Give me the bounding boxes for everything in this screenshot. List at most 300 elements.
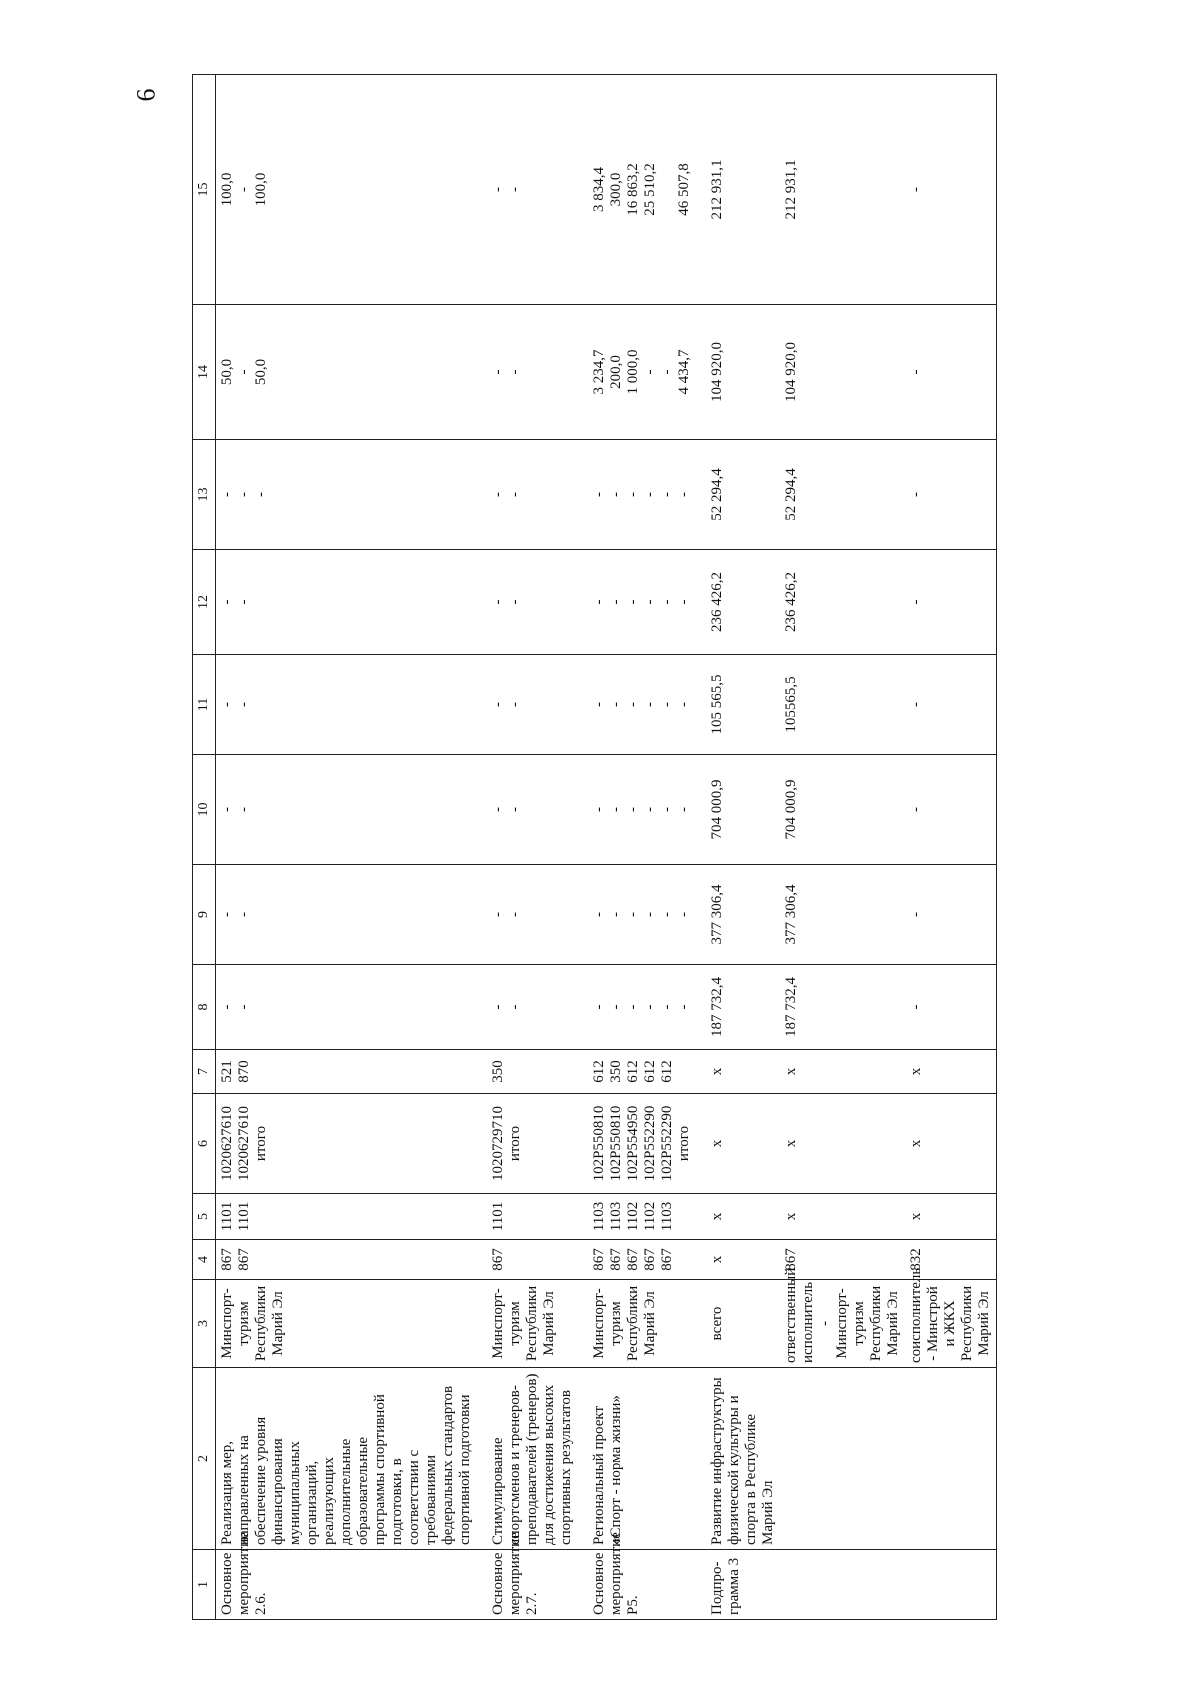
cell-col-14 bbox=[216, 305, 478, 440]
cell-col-3 bbox=[905, 1267, 997, 1368]
spacer-cell bbox=[696, 550, 706, 655]
cell-text: х bbox=[709, 1139, 725, 1148]
cell-col-15 bbox=[780, 75, 905, 305]
spacer-cell bbox=[578, 550, 588, 655]
spacer-cell bbox=[696, 1368, 706, 1550]
cell-col-4 bbox=[487, 1240, 578, 1280]
cell-text: - bbox=[908, 369, 924, 375]
cell-text: Минспорт-туризм Республики Марий Эл bbox=[591, 1285, 658, 1362]
cell-col-7 bbox=[780, 1050, 905, 1094]
cell-col-11 bbox=[487, 655, 578, 755]
cell-col-6 bbox=[588, 1094, 696, 1194]
spacer-cell bbox=[696, 1280, 706, 1368]
cell-text: 187 732,4 bbox=[783, 977, 799, 1037]
col-header-7: 7 bbox=[193, 1050, 216, 1094]
cell-col-8 bbox=[487, 965, 578, 1050]
cell-col-13 bbox=[588, 440, 696, 550]
cell-text: - bbox=[908, 1004, 924, 1010]
cell-col-7 bbox=[487, 1050, 578, 1094]
spacer-cell bbox=[477, 1368, 487, 1550]
spacer-cell bbox=[477, 655, 487, 755]
row-spacer bbox=[696, 75, 706, 1620]
cell-line: - bbox=[608, 912, 624, 917]
cell-line: 1020627610 bbox=[219, 1106, 235, 1181]
spacer-cell bbox=[578, 1094, 588, 1194]
col-header-5: 5 bbox=[193, 1194, 216, 1240]
col-header-1: 1 bbox=[193, 1550, 216, 1620]
cell-col-6 bbox=[780, 1094, 905, 1194]
cell-col-12 bbox=[706, 550, 780, 655]
cell-line: - bbox=[591, 702, 607, 707]
cell-line: - bbox=[625, 912, 641, 917]
cell-col-9 bbox=[216, 865, 478, 965]
page-number: 6 bbox=[131, 88, 161, 102]
cell-col-1 bbox=[706, 1550, 780, 1620]
col-header-2: 2 bbox=[193, 1368, 216, 1550]
col-header-9: 9 bbox=[193, 865, 216, 965]
cell-line: - bbox=[625, 1004, 641, 1010]
col-header-10: 10 bbox=[193, 755, 216, 865]
spacer-cell bbox=[578, 1280, 588, 1368]
cell-col-10 bbox=[216, 755, 478, 865]
cell-line: - bbox=[659, 702, 675, 707]
cell-line: - bbox=[219, 912, 235, 917]
spacer-cell bbox=[696, 305, 706, 440]
cell-text: х bbox=[783, 1067, 799, 1076]
cell-col-5 bbox=[905, 1194, 997, 1240]
cell-col-2 bbox=[216, 1368, 478, 1550]
cell-line: - bbox=[236, 187, 252, 192]
spacer-cell bbox=[477, 305, 487, 440]
cell-line: - bbox=[659, 912, 675, 917]
cell-line: - bbox=[625, 492, 641, 497]
cell-col-11 bbox=[216, 655, 478, 755]
cell-line: - bbox=[625, 702, 641, 707]
cell-col-1 bbox=[487, 1532, 578, 1620]
cell-col-8 bbox=[905, 965, 997, 1050]
cell-line: - bbox=[659, 492, 675, 497]
cell-col-14 bbox=[905, 305, 997, 440]
cell-line: - bbox=[490, 599, 506, 605]
cell-line: 521 bbox=[219, 1060, 235, 1083]
cell-line: - bbox=[591, 599, 607, 605]
cell-col-9 bbox=[780, 865, 905, 965]
cell-line: - bbox=[236, 369, 252, 375]
budget-table bbox=[192, 74, 997, 1620]
cell-text: 704 000,9 bbox=[783, 779, 799, 840]
cell-line: 102P550810 bbox=[591, 1105, 607, 1182]
cell-text: Основное мероприятие 2.6. bbox=[219, 1532, 269, 1615]
cell-line: 1102 bbox=[625, 1201, 641, 1232]
cell-col-10 bbox=[780, 755, 905, 865]
spacer-cell bbox=[696, 1550, 706, 1620]
spacer-cell bbox=[578, 1550, 588, 1620]
spacer-cell bbox=[578, 655, 588, 755]
cell-col-3 bbox=[216, 1280, 478, 1368]
cell-col-3 bbox=[487, 1280, 578, 1368]
cell-line: 46 507,8 bbox=[676, 163, 692, 216]
cell-line: - bbox=[676, 807, 692, 812]
cell-line: - bbox=[507, 599, 523, 605]
cell-line: - bbox=[642, 599, 658, 605]
cell-line: - bbox=[219, 702, 235, 707]
cell-line: 350 bbox=[490, 1060, 506, 1083]
cell-col-14 bbox=[706, 305, 780, 440]
cell-text: х bbox=[908, 1212, 924, 1221]
cell-text: 832 bbox=[908, 1248, 924, 1271]
cell-col-13 bbox=[487, 440, 578, 550]
cell-col-4 bbox=[706, 1240, 780, 1280]
cell-text: 212 931,1 bbox=[783, 159, 799, 220]
cell-line: - bbox=[642, 369, 658, 375]
cell-line: - bbox=[219, 1004, 235, 1010]
cell-text: Основное мероприятие Р5. bbox=[591, 1532, 641, 1615]
spacer-cell bbox=[477, 440, 487, 550]
cell-col-8 bbox=[706, 965, 780, 1050]
cell-col-2 bbox=[706, 1368, 780, 1550]
cell-line: - bbox=[490, 187, 506, 192]
cell-line: 867 bbox=[236, 1248, 252, 1271]
cell-line: 50,0 bbox=[253, 358, 269, 386]
cell-line: 100,0 bbox=[253, 172, 269, 207]
cell-col-2 bbox=[780, 1368, 905, 1550]
spacer-cell bbox=[477, 865, 487, 965]
cell-col-2 bbox=[487, 1368, 578, 1550]
cell-line: 50,0 bbox=[219, 358, 235, 386]
cell-line: 1101 bbox=[236, 1201, 252, 1232]
cell-col-10 bbox=[588, 755, 696, 865]
cell-line: - bbox=[642, 912, 658, 917]
cell-col-13 bbox=[780, 440, 905, 550]
cell-line: итого bbox=[507, 1125, 523, 1162]
cell-col-2 bbox=[588, 1368, 696, 1550]
cell-col-5 bbox=[487, 1194, 578, 1240]
cell-line: - bbox=[676, 492, 692, 497]
col-header-11: 11 bbox=[193, 655, 216, 755]
cell-line: - bbox=[253, 492, 269, 497]
cell-text: Минспорт-туризм Республики Марий Эл bbox=[490, 1285, 557, 1362]
cell-text: 105565,5 bbox=[783, 676, 799, 733]
cell-line: 350 bbox=[608, 1060, 624, 1083]
cell-line: - bbox=[507, 1004, 523, 1010]
cell-text: 377 306,4 bbox=[783, 884, 799, 945]
cell-line: 102P552290 bbox=[642, 1105, 658, 1182]
cell-line: 1103 bbox=[659, 1201, 675, 1232]
spacer-cell bbox=[696, 1094, 706, 1194]
cell-col-12 bbox=[905, 550, 997, 655]
cell-col-10 bbox=[905, 755, 997, 865]
cell-text: х bbox=[709, 1212, 725, 1221]
cell-line: - bbox=[642, 1004, 658, 1010]
cell-line: 1 000,0 bbox=[625, 349, 641, 395]
spacer-cell bbox=[696, 440, 706, 550]
cell-line: - bbox=[608, 492, 624, 497]
spacer-cell bbox=[477, 1094, 487, 1194]
cell-text: Стимулирование спортсменов и тренеров-преподавателей (тренеров) для достижения высоких спортивных результатов bbox=[490, 1373, 574, 1545]
cell-col-7 bbox=[905, 1050, 997, 1094]
spacer-cell bbox=[696, 655, 706, 755]
cell-line: - bbox=[490, 807, 506, 812]
spacer-cell bbox=[578, 305, 588, 440]
spacer-cell bbox=[696, 865, 706, 965]
cell-line: - bbox=[642, 807, 658, 812]
spacer-cell bbox=[578, 440, 588, 550]
col-header-8: 8 bbox=[193, 965, 216, 1050]
cell-col-1 bbox=[905, 1550, 997, 1620]
column-number-row bbox=[193, 75, 216, 1620]
cell-text: 377 306,4 bbox=[709, 884, 725, 945]
spacer-cell bbox=[578, 75, 588, 305]
cell-line: - bbox=[490, 1004, 506, 1010]
cell-line: 1020729710 bbox=[490, 1106, 506, 1181]
col-header-3: 3 bbox=[193, 1280, 216, 1368]
cell-text: соисполнитель - Минстрой и ЖКХ Республики Марий Эл bbox=[908, 1267, 992, 1363]
spacer-cell bbox=[696, 755, 706, 865]
cell-line: - bbox=[236, 599, 252, 605]
cell-col-14 bbox=[780, 305, 905, 440]
cell-col-7 bbox=[706, 1050, 780, 1094]
table-row bbox=[588, 75, 696, 1620]
cell-col-5 bbox=[706, 1194, 780, 1240]
cell-text: Минспорт-туризм Республики Марий Эл bbox=[219, 1285, 286, 1362]
cell-line: 867 bbox=[608, 1248, 624, 1271]
cell-line: - bbox=[676, 702, 692, 707]
cell-line: - bbox=[591, 1004, 607, 1010]
spacer-cell bbox=[578, 965, 588, 1050]
subprogram-row bbox=[706, 75, 780, 1620]
cell-line: 3 834,4 bbox=[591, 167, 607, 212]
cell-text: - bbox=[908, 807, 924, 812]
cell-line: 1102 bbox=[642, 1201, 658, 1232]
cell-line: - bbox=[236, 702, 252, 707]
cell-line: - bbox=[236, 492, 252, 497]
cell-col-11 bbox=[588, 655, 696, 755]
cell-col-10 bbox=[487, 755, 578, 865]
cell-line: - bbox=[591, 807, 607, 812]
cell-text: всего bbox=[709, 1306, 725, 1341]
cell-col-9 bbox=[706, 865, 780, 965]
cell-text: 104 920,0 bbox=[783, 342, 799, 402]
cell-line: 102P554950 bbox=[625, 1105, 641, 1182]
spacer-cell bbox=[696, 1240, 706, 1280]
cell-line: - bbox=[591, 492, 607, 497]
col-header-14: 14 bbox=[193, 305, 216, 440]
cell-text: 187 732,4 bbox=[709, 977, 725, 1037]
cell-col-13 bbox=[706, 440, 780, 550]
cell-col-9 bbox=[905, 865, 997, 965]
cell-line: 102P552290 bbox=[659, 1105, 675, 1182]
cell-text: - bbox=[908, 912, 924, 917]
cell-line bbox=[659, 79, 676, 300]
cell-line: - bbox=[507, 807, 523, 812]
col-header-13: 13 bbox=[193, 440, 216, 550]
cell-text: х bbox=[709, 1255, 725, 1264]
cell-col-15 bbox=[487, 75, 578, 305]
spacer-cell bbox=[477, 1550, 487, 1620]
cell-line: 300,0 bbox=[608, 172, 624, 207]
cell-text: 212 931,1 bbox=[709, 159, 725, 220]
cell-line: - bbox=[490, 702, 506, 707]
cell-line: - bbox=[659, 369, 675, 375]
cell-line: - bbox=[236, 1004, 252, 1010]
cell-line: - bbox=[625, 599, 641, 605]
cell-text: Развитие инфраструктуры физической культуры и спорта в Республике Марий Эл bbox=[709, 1377, 776, 1545]
cell-text: Основное мероприятие 2.7. bbox=[490, 1532, 540, 1615]
cell-col-6 bbox=[487, 1094, 578, 1194]
spacer-cell bbox=[477, 550, 487, 655]
spacer-cell bbox=[477, 1194, 487, 1240]
cell-text: 704 000,9 bbox=[709, 779, 725, 840]
cell-col-12 bbox=[780, 550, 905, 655]
cell-line: 4 434,7 bbox=[676, 349, 692, 395]
cell-line: 612 bbox=[591, 1060, 607, 1083]
cell-line: 612 bbox=[642, 1060, 658, 1083]
cell-text: х bbox=[783, 1139, 799, 1148]
cell-line: - bbox=[625, 807, 641, 812]
cell-line: - bbox=[659, 1004, 675, 1010]
cell-col-1 bbox=[588, 1532, 696, 1620]
cell-col-6 bbox=[216, 1094, 478, 1194]
spacer-cell bbox=[477, 965, 487, 1050]
row-spacer bbox=[578, 75, 588, 1620]
cell-line: 25 510,2 bbox=[642, 163, 658, 216]
cell-line: - bbox=[676, 1004, 692, 1010]
cell-col-12 bbox=[588, 550, 696, 655]
cell-col-3 bbox=[706, 1280, 780, 1368]
cell-line: 1101 bbox=[219, 1201, 235, 1232]
cell-text: 52 294,4 bbox=[783, 468, 799, 521]
cell-line: - bbox=[507, 369, 523, 375]
cell-text: Региональный проект «Спорт - норма жизни» bbox=[591, 1395, 624, 1545]
cell-line: - bbox=[219, 599, 235, 605]
spacer-cell bbox=[477, 755, 487, 865]
cell-line: 1103 bbox=[591, 1201, 607, 1232]
cell-text: 104 920,0 bbox=[709, 342, 725, 402]
cell-text: 236 426,2 bbox=[709, 572, 725, 632]
cell-text: х bbox=[908, 1139, 924, 1148]
spacer-cell bbox=[578, 1050, 588, 1094]
cell-col-1 bbox=[780, 1550, 905, 1620]
subprogram-row bbox=[780, 75, 905, 1620]
row-spacer bbox=[477, 75, 487, 1620]
cell-line: - bbox=[608, 807, 624, 812]
cell-col-13 bbox=[216, 440, 478, 550]
col-header-15: 15 bbox=[193, 75, 216, 305]
cell-line: 1103 bbox=[608, 1201, 624, 1232]
spacer-cell bbox=[696, 75, 706, 305]
cell-line: - bbox=[490, 912, 506, 917]
cell-text: - bbox=[908, 187, 924, 192]
cell-line: 867 bbox=[642, 1248, 658, 1271]
cell-line: - bbox=[676, 912, 692, 917]
table-row bbox=[487, 75, 578, 1620]
cell-line: 870 bbox=[236, 1060, 252, 1083]
cell-text: 52 294,4 bbox=[709, 468, 725, 521]
spacer-cell bbox=[578, 865, 588, 965]
cell-col-6 bbox=[706, 1094, 780, 1194]
cell-line: 3 234,7 bbox=[591, 349, 607, 395]
cell-text: - bbox=[908, 492, 924, 497]
cell-col-15 bbox=[588, 75, 696, 305]
cell-col-11 bbox=[706, 655, 780, 755]
cell-col-9 bbox=[487, 865, 578, 965]
cell-text: - bbox=[908, 702, 924, 707]
cell-line: 867 bbox=[591, 1248, 607, 1271]
cell-col-1 bbox=[216, 1532, 478, 1620]
cell-line: 1101 bbox=[490, 1201, 506, 1232]
cell-col-15 bbox=[216, 75, 478, 305]
subprogram-row bbox=[905, 75, 997, 1620]
cell-text: х bbox=[783, 1212, 799, 1221]
cell-col-11 bbox=[905, 655, 997, 755]
cell-col-11 bbox=[780, 655, 905, 755]
cell-col-9 bbox=[588, 865, 696, 965]
cell-col-4 bbox=[216, 1240, 478, 1280]
cell-col-5 bbox=[588, 1194, 696, 1240]
spacer-cell bbox=[696, 1050, 706, 1094]
cell-line: 867 bbox=[625, 1248, 641, 1271]
cell-line: итого bbox=[676, 1125, 692, 1162]
table-row bbox=[216, 75, 478, 1620]
col-header-4: 4 bbox=[193, 1240, 216, 1280]
cell-line: 1020627610 bbox=[236, 1106, 252, 1181]
cell-text: Реализация мер, направленных на обеспечение уровня финансирования муниципальных организаций, реализующих дополнительные образовательные программы спортивной подготовки, в соответствии с требованиями федеральных стандартов спортивной подготовки bbox=[219, 1385, 473, 1545]
cell-col-8 bbox=[216, 965, 478, 1050]
cell-line: 612 bbox=[659, 1060, 675, 1083]
cell-col-3 bbox=[588, 1280, 696, 1368]
cell-col-15 bbox=[706, 75, 780, 305]
cell-col-10 bbox=[706, 755, 780, 865]
cell-text: - bbox=[908, 599, 924, 605]
cell-col-15 bbox=[905, 75, 997, 305]
cell-col-3 bbox=[780, 1267, 905, 1368]
cell-text: 236 426,2 bbox=[783, 572, 799, 632]
spacer-cell bbox=[578, 1194, 588, 1240]
cell-text: 867 bbox=[783, 1248, 799, 1271]
cell-line: - bbox=[608, 1004, 624, 1010]
spacer-cell bbox=[477, 1280, 487, 1368]
cell-line: - bbox=[490, 369, 506, 375]
cell-col-5 bbox=[780, 1194, 905, 1240]
cell-line: - bbox=[642, 702, 658, 707]
spacer-cell bbox=[477, 75, 487, 305]
cell-line: - bbox=[659, 807, 675, 812]
cell-line: - bbox=[219, 492, 235, 497]
cell-line: итого bbox=[253, 1125, 269, 1162]
cell-line: 16 863,2 bbox=[625, 163, 641, 216]
spacer-cell bbox=[578, 1368, 588, 1550]
spacer-cell bbox=[696, 1194, 706, 1240]
cell-col-14 bbox=[588, 305, 696, 440]
cell-col-8 bbox=[780, 965, 905, 1050]
cell-line: 867 bbox=[490, 1248, 506, 1271]
spacer-cell bbox=[477, 1050, 487, 1094]
col-header-6: 6 bbox=[193, 1094, 216, 1194]
spacer-cell bbox=[578, 755, 588, 865]
spacer-cell bbox=[578, 1240, 588, 1280]
cell-line: - bbox=[490, 492, 506, 497]
cell-col-14 bbox=[487, 305, 578, 440]
cell-line: - bbox=[507, 187, 523, 192]
cell-text: х bbox=[709, 1067, 725, 1076]
cell-line: 100,0 bbox=[219, 172, 235, 207]
cell-col-12 bbox=[487, 550, 578, 655]
cell-line: - bbox=[659, 599, 675, 605]
cell-line: 612 bbox=[625, 1060, 641, 1083]
cell-col-4 bbox=[588, 1240, 696, 1280]
cell-col-2 bbox=[905, 1368, 997, 1550]
cell-text: Подпро-грамма 3 bbox=[709, 1557, 742, 1615]
